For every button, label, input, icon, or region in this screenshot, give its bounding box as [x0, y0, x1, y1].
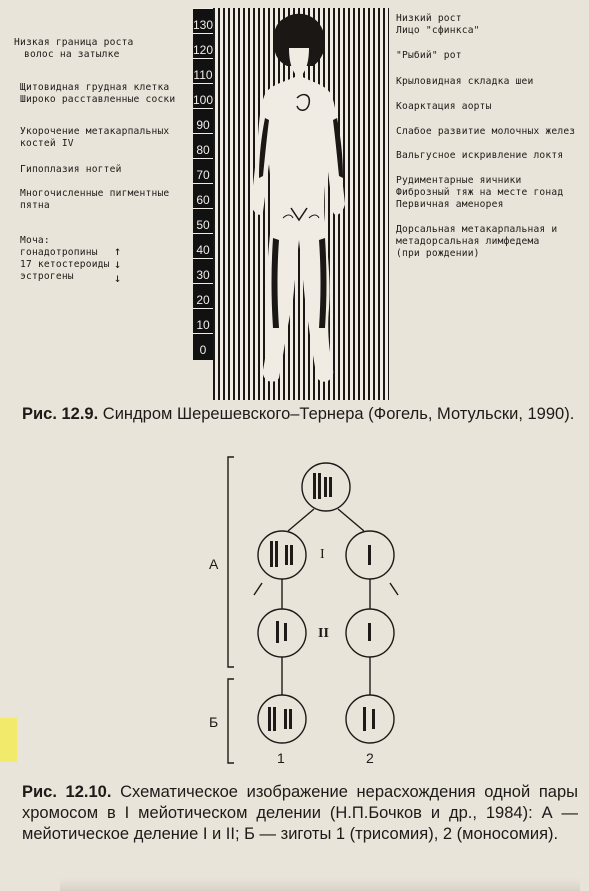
- patient-photo: [213, 8, 389, 400]
- scale-tick: 70: [193, 158, 213, 190]
- left-label: эстрогены: [20, 271, 74, 282]
- figure-caption: [22, 782, 578, 845]
- left-label: Укорочение метакарпальных: [20, 126, 170, 137]
- arrow-up-icon: ↑: [114, 244, 122, 258]
- left-label: Низкая граница роста: [14, 37, 134, 48]
- left-label: Широко расставленные соски: [20, 94, 176, 105]
- left-label: костей IV: [20, 138, 74, 149]
- scale-tick: 130: [193, 8, 213, 40]
- zygote-2-label: 2: [366, 750, 374, 766]
- scale-tick: 90: [193, 108, 213, 140]
- right-label: Лицо "сфинкса": [396, 25, 480, 36]
- scale-tick: 30: [193, 258, 213, 290]
- label-a: А: [209, 556, 219, 572]
- right-label: Первичная аменорея: [396, 199, 504, 210]
- left-label: Моча:: [20, 235, 50, 246]
- right-label: метадорсальная лимфедема: [396, 236, 540, 247]
- left-label: Многочисленные пигментные: [20, 188, 170, 199]
- left-label: Гипоплазия ногтей: [20, 164, 122, 175]
- right-label: Фиброзный тяж на месте гонад: [396, 187, 564, 198]
- left-label: пятна: [20, 200, 50, 211]
- arrow-down-icon: ↓: [114, 257, 122, 271]
- right-label: Дорсальная метакарпальная и: [396, 224, 558, 235]
- scale-tick: 0: [193, 333, 213, 365]
- division-i-label: I: [320, 547, 325, 562]
- figure-caption: [22, 404, 578, 425]
- zygote-1-label: 1: [277, 750, 285, 766]
- right-label: Вальгусное искривление локтя: [396, 150, 564, 161]
- right-label: Слабое развитие молочных желез: [396, 126, 576, 137]
- left-label: волос на затылке: [24, 49, 120, 60]
- left-label: 17 кетостероиды: [20, 259, 110, 270]
- scale-tick: 10: [193, 308, 213, 340]
- label-b: Б: [209, 714, 219, 730]
- height-scale: [193, 8, 213, 360]
- meiosis-diagram: [200, 455, 440, 765]
- caption-text: Схематическое изображение нерасхождения одной пары хромосом в I мейотическом делении (Н.П.Бочков и др., 1984): А — мейотическое деление I и II; Б — зиготы 1 (трисомия), 2 (моносомия).: [22, 783, 578, 843]
- right-label: Низкий рост: [396, 13, 462, 24]
- left-label: гонадотропины: [20, 247, 98, 258]
- right-label: Рудиментарные яичники: [396, 175, 522, 186]
- left-label: Щитовидная грудная клетка: [20, 82, 170, 93]
- scale-tick: 80: [193, 133, 213, 165]
- right-label: "Рыбий" рот: [396, 50, 462, 61]
- caption-number: Рис. 12.9.: [22, 405, 99, 423]
- scale-tick: 20: [193, 283, 213, 315]
- scale-tick: 50: [193, 208, 213, 240]
- arrow-down-icon: ↓: [114, 271, 122, 285]
- caption-text: Синдром Шерешевского–Тернера (Фогель, Мотульски, 1990).: [98, 405, 575, 423]
- scale-tick: 110: [193, 58, 213, 90]
- caption-number: Рис. 12.10.: [22, 783, 112, 801]
- scale-tick: 100: [193, 83, 213, 115]
- right-label: Коарктация аорты: [396, 101, 492, 112]
- division-ii-label: II: [318, 626, 329, 641]
- page-edge: [60, 878, 580, 891]
- sticky-note: [0, 718, 17, 762]
- right-label: (при рождении): [396, 248, 480, 259]
- scale-tick: 40: [193, 233, 213, 265]
- scale-tick: 60: [193, 183, 213, 215]
- scale-tick: 120: [193, 33, 213, 65]
- right-label: Крыловидная складка шеи: [396, 76, 534, 87]
